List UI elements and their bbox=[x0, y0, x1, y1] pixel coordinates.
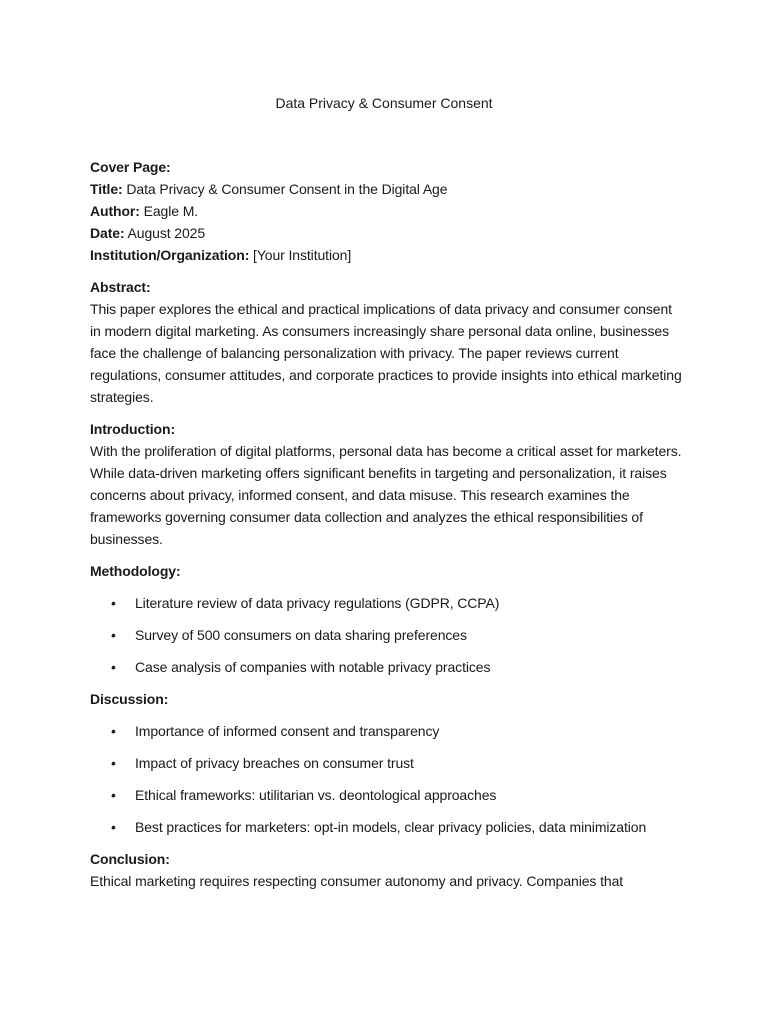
bullet-icon: • bbox=[111, 659, 116, 675]
cover-section bbox=[90, 156, 682, 266]
list-item bbox=[90, 624, 682, 646]
list-item-text: Survey of 500 consumers on data sharing preferences bbox=[135, 627, 467, 643]
discussion-section bbox=[90, 688, 682, 838]
cover-author-value: Eagle M. bbox=[139, 203, 199, 219]
conclusion-heading: Conclusion: bbox=[90, 851, 170, 867]
cover-author-label: Author: bbox=[90, 203, 140, 219]
bullet-icon: • bbox=[111, 787, 116, 803]
list-item bbox=[90, 752, 682, 774]
list-item-text: Importance of informed consent and transparency bbox=[135, 723, 440, 739]
cover-title-line bbox=[90, 178, 682, 200]
bullet-icon: • bbox=[111, 755, 116, 771]
conclusion-text: Ethical marketing requires respecting consumer autonomy and privacy. Companies that bbox=[90, 873, 624, 889]
list-item bbox=[90, 784, 682, 806]
bullet-icon: • bbox=[111, 723, 116, 739]
list-item bbox=[90, 656, 682, 678]
cover-heading: Cover Page: bbox=[90, 159, 171, 175]
abstract-section bbox=[90, 276, 682, 408]
introduction-section bbox=[90, 418, 682, 550]
list-item bbox=[90, 592, 682, 614]
list-item-text: Literature review of data privacy regulations (GDPR, CCPA) bbox=[135, 595, 500, 611]
cover-date-value: August 2025 bbox=[124, 225, 206, 241]
list-item-text: Impact of privacy breaches on consumer trust bbox=[135, 755, 414, 771]
methodology-heading: Methodology: bbox=[90, 563, 181, 579]
document-body bbox=[90, 156, 682, 892]
cover-institution-label: Institution/Organization: bbox=[90, 247, 250, 263]
cover-institution-value: [Your Institution] bbox=[249, 247, 352, 263]
methodology-section bbox=[90, 560, 682, 678]
conclusion-section bbox=[90, 848, 682, 892]
list-item bbox=[90, 720, 682, 742]
methodology-list bbox=[90, 592, 682, 678]
introduction-text: With the proliferation of digital platforms, personal data has become a critical asset for marketers. While data-driven marketing offers significant benefits in targeting and personalization, it raises concerns about privacy, informed consent, and data misuse. This research examines the frameworks governing consumer data collection and analyzes the ethical responsibilities of businesses. bbox=[90, 443, 682, 547]
bullet-icon: • bbox=[111, 627, 116, 643]
list-item bbox=[90, 816, 682, 838]
cover-author-line bbox=[90, 200, 682, 222]
list-item-text: Best practices for marketers: opt-in models, clear privacy policies, data minimization bbox=[135, 819, 647, 835]
list-item-text: Ethical frameworks: utilitarian vs. deontological approaches bbox=[135, 787, 497, 803]
abstract-heading: Abstract: bbox=[90, 279, 151, 295]
cover-title-value: Data Privacy & Consumer Consent in the Digital Age bbox=[122, 181, 448, 197]
cover-title-label: Title: bbox=[90, 181, 123, 197]
introduction-heading: Introduction: bbox=[90, 421, 176, 437]
abstract-text: This paper explores the ethical and practical implications of data privacy and consumer consent in modern digital marketing. As consumers increasingly share personal data online, businesses face the challenge of balancing personalization with privacy. The paper reviews current regulations, consumer attitudes, and corporate practices to provide insights into ethical marketing strategies. bbox=[90, 301, 682, 405]
discussion-heading: Discussion: bbox=[90, 691, 169, 707]
cover-date-label: Date: bbox=[90, 225, 125, 241]
document-title: Data Privacy & Consumer Consent bbox=[275, 95, 493, 111]
bullet-icon: • bbox=[111, 595, 116, 611]
discussion-list bbox=[90, 720, 682, 838]
cover-date-line bbox=[90, 222, 682, 244]
bullet-icon: • bbox=[111, 819, 116, 835]
list-item-text: Case analysis of companies with notable privacy practices bbox=[135, 659, 491, 675]
cover-institution-line bbox=[90, 244, 682, 266]
